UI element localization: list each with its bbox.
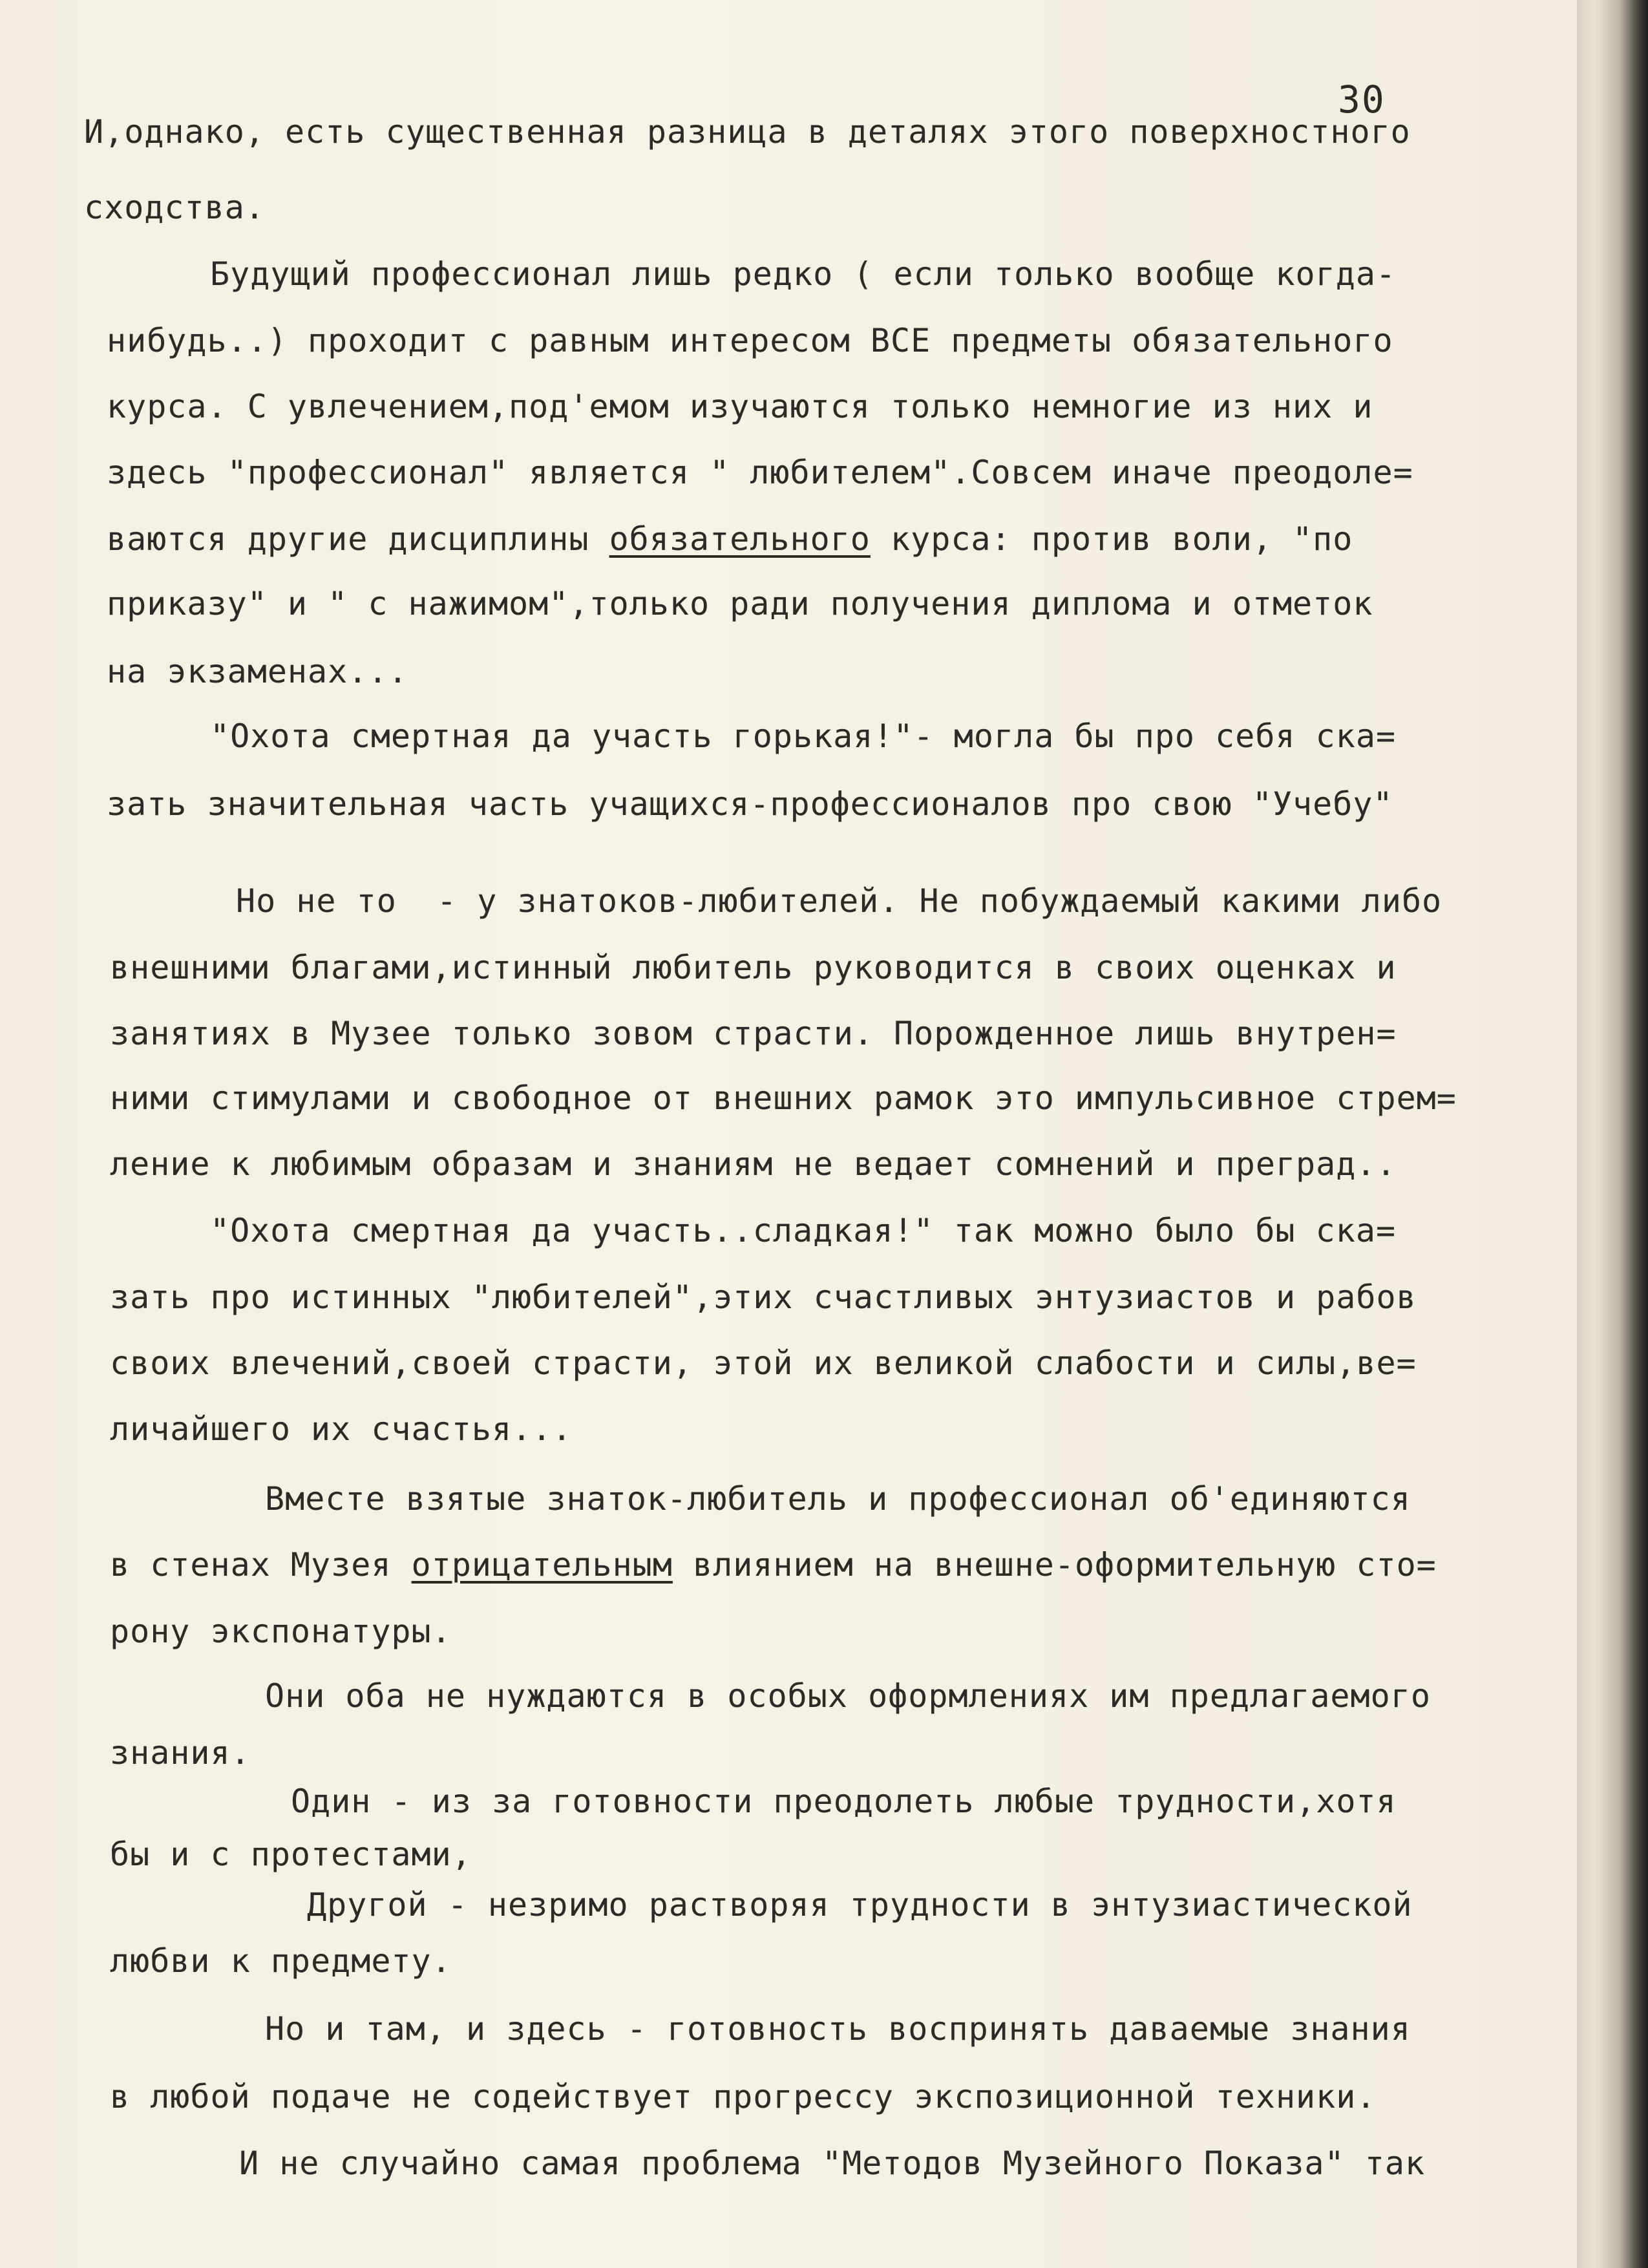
text-line: в любой подаче не содействует прогрессу экспозиционной техники. (110, 2078, 1377, 2115)
text-line: "Охота смертная да участь..сладкая!" так можно было бы ска= (210, 1212, 1397, 1249)
text-line: ление к любимым образам и знаниям не ведает сомнений и преград.. (110, 1145, 1397, 1183)
text-line: приказу" и " с нажимом",только ради получения диплома и отметок (107, 585, 1373, 622)
text-line: здесь "профессионал" является " любителем".Совсем иначе преодоле= (107, 454, 1413, 491)
text-line: ними стимулами и свободное от внешних рамок это импульсивное стрем= (110, 1079, 1457, 1117)
text-line: Вместе взятые знаток-любитель и профессионал об'единяются (265, 1480, 1411, 1518)
text-line: Но не то - у знатоков-любителей. Не побуждаемый какими либо (236, 882, 1442, 920)
text-line: И не случайно самая проблема "Методов Музейного Показа" так (239, 2145, 1426, 2182)
text-line: внешними благами,истинный любитель руководится в своих оценках и (110, 949, 1397, 986)
text-line: Будущий профессионал лишь редко ( если только вообще когда- (210, 255, 1397, 293)
text-line: занятиях в Музее только зовом страсти. Порожденное лишь внутрен= (110, 1015, 1397, 1052)
underlined-word: отрицательным (411, 1546, 673, 1584)
text-line: Другой - незримо растворяя трудности в энтузиастической (307, 1886, 1413, 1924)
text-line: любви к предмету. (110, 1942, 452, 1980)
underlined-word: обязательного (609, 520, 871, 558)
text-line (107, 520, 1353, 558)
text-segment: в стенах Музея (110, 1546, 412, 1584)
text-line: Они оба не нуждаются в особых оформлениях им предлагаемого (265, 1677, 1431, 1715)
text-line: личайшего их счастья... (110, 1410, 573, 1448)
text-line: Один - из за готовности преодолеть любые трудности,хотя (291, 1783, 1397, 1820)
page-binding-edge (1577, 0, 1648, 2268)
text-segment: влиянием на внешне-оформительную сто= (672, 1546, 1437, 1584)
text-line: зать значительная часть учащихся-профессионалов про свою "Учебу" (107, 785, 1393, 823)
text-line: рону экспонатуры. (110, 1613, 452, 1650)
text-line: "Охота смертная да участь горькая!"- могла бы про себя ска= (210, 717, 1397, 755)
page-number: 30 (1338, 78, 1386, 122)
text-line: курса. С увлечением,под'емом изучаются только немногие из них и (107, 388, 1373, 425)
text-line: знания. (110, 1734, 251, 1772)
text-segment: курса: против воли, "по (870, 520, 1353, 558)
text-line: своих влечений,своей страсти, этой их великой слабости и силы,ве= (110, 1344, 1417, 1382)
text-line: бы и с протестами, (110, 1836, 472, 1873)
text-line: зать про истинных "любителей",этих счастливых энтузиастов и рабов (110, 1278, 1417, 1316)
text-segment: ваются другие дисциплины (107, 520, 609, 558)
text-line: нибудь..) проходит с равным интересом ВСЕ предметы обязательного (107, 322, 1393, 359)
text-line: на экзаменах... (107, 653, 408, 690)
text-line (110, 1546, 1437, 1584)
text-line: И,однако, есть существенная разница в деталях этого поверхностного (84, 113, 1411, 151)
text-line: Но и там, и здесь - готовность воспринять даваемые знания (265, 2010, 1411, 2048)
text-line: сходства. (84, 189, 265, 226)
